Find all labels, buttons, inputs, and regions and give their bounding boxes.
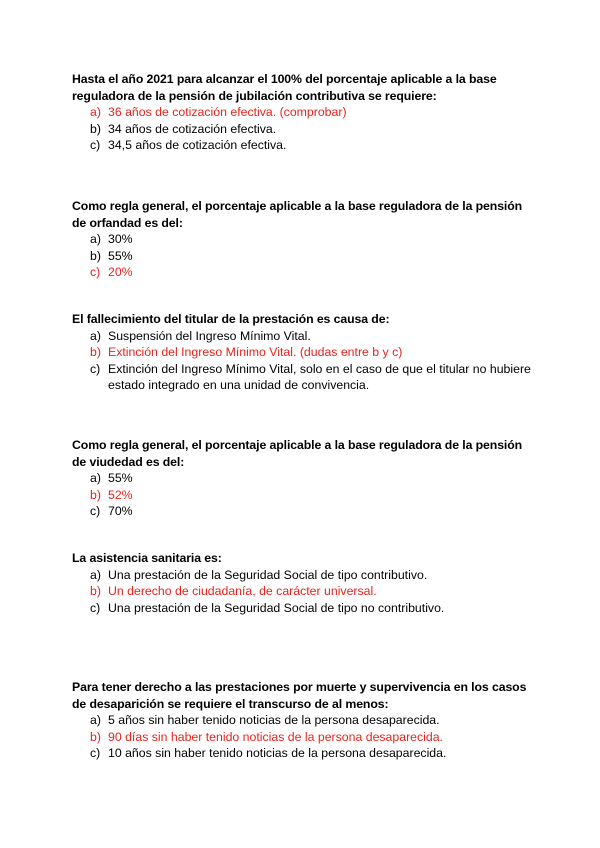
- option-letter: b): [90, 487, 101, 502]
- option-text: Extinción del Ingreso Mínimo Vital. (dudas entre b y c): [108, 345, 403, 359]
- option-c: [72, 264, 532, 281]
- options-list: [72, 104, 532, 154]
- option-b: [72, 121, 532, 138]
- question-5: [72, 550, 532, 616]
- option-text: 34,5 años de cotización efectiva.: [108, 138, 287, 152]
- question-text: Como regla general, el porcentaje aplicable a la base reguladora de la pensión de orfandad es del:: [72, 199, 523, 230]
- option-text: 90 días sin haber tenido noticias de la persona desaparecida.: [108, 729, 443, 744]
- option-b: [72, 583, 532, 600]
- option-c: [72, 745, 532, 762]
- option-letter: c): [90, 600, 101, 615]
- option-letter: a): [90, 713, 101, 727]
- option-letter: c): [90, 746, 101, 760]
- option-b: [72, 487, 532, 504]
- option-a: [72, 328, 532, 345]
- option-letter: b): [90, 345, 101, 359]
- option-b: [72, 248, 532, 265]
- option-b: [72, 729, 532, 746]
- question-4: [72, 437, 532, 520]
- option-text: 70%: [108, 504, 133, 518]
- option-letter: b): [90, 584, 101, 598]
- option-a: [72, 104, 532, 121]
- option-b: [72, 344, 532, 361]
- question-1: [72, 71, 532, 154]
- question-text: La asistencia sanitaria es:: [72, 551, 222, 565]
- question-6: [72, 679, 532, 762]
- question-text: Hasta el año 2021 para alcanzar el 100% del porcentaje aplicable a la base reguladora de la pensión de jubilación contributiva se requiere:: [72, 72, 497, 103]
- option-text: 36 años de cotización efectiva. (comprobar): [108, 105, 347, 119]
- option-letter: b): [90, 121, 101, 136]
- options-list: [72, 328, 532, 394]
- option-text: 20%: [108, 265, 133, 279]
- option-letter: a): [90, 328, 101, 343]
- option-a: [72, 231, 532, 248]
- question-2: [72, 198, 532, 281]
- question-3: [72, 311, 532, 394]
- option-text: Un derecho de ciudadanía, de carácter universal.: [108, 584, 377, 598]
- option-text: 10 años sin haber tenido noticias de la persona desaparecida.: [108, 746, 447, 760]
- option-text: 34 años de cotización efectiva.: [108, 121, 277, 136]
- options-list: [72, 231, 532, 281]
- option-c: [72, 137, 532, 154]
- options-list: [72, 470, 532, 520]
- options-list: [72, 567, 532, 617]
- question-text: Para tener derecho a las prestaciones por muerte y supervivencia en los casos de desaparición se requiere el transcurso de al menos:: [72, 680, 527, 711]
- option-text: 55%: [108, 471, 133, 485]
- option-text: Suspensión del Ingreso Mínimo Vital.: [108, 328, 311, 343]
- option-letter: b): [90, 248, 101, 263]
- option-a: [72, 712, 532, 729]
- option-letter: c): [90, 504, 101, 518]
- option-text: 55%: [108, 248, 133, 263]
- option-c: [72, 361, 532, 394]
- question-text: El fallecimiento del titular de la prestación es causa de:: [72, 312, 390, 326]
- option-text: 5 años sin haber tenido noticias de la persona desaparecida.: [108, 713, 440, 727]
- option-letter: a): [90, 105, 101, 119]
- option-letter: c): [90, 361, 101, 376]
- option-c: [72, 503, 532, 520]
- option-letter: a): [90, 232, 101, 246]
- option-text: 52%: [108, 487, 133, 502]
- options-list: [72, 712, 532, 762]
- option-letter: b): [90, 729, 101, 744]
- option-a: [72, 567, 532, 584]
- option-letter: a): [90, 567, 101, 582]
- option-text: Extinción del Ingreso Mínimo Vital, solo en el caso de que el titular no hubiere estado integrado en una unidad de convivencia.: [108, 361, 531, 392]
- option-text: Una prestación de la Seguridad Social de tipo no contributivo.: [108, 600, 445, 615]
- option-text: 30%: [108, 232, 133, 246]
- option-a: [72, 470, 532, 487]
- option-letter: c): [90, 265, 101, 279]
- option-text: Una prestación de la Seguridad Social de tipo contributivo.: [108, 567, 428, 582]
- option-letter: c): [90, 138, 101, 152]
- option-c: [72, 600, 532, 617]
- option-letter: a): [90, 471, 101, 485]
- question-text: Como regla general, el porcentaje aplicable a la base reguladora de la pensión de viudedad es del:: [72, 438, 523, 469]
